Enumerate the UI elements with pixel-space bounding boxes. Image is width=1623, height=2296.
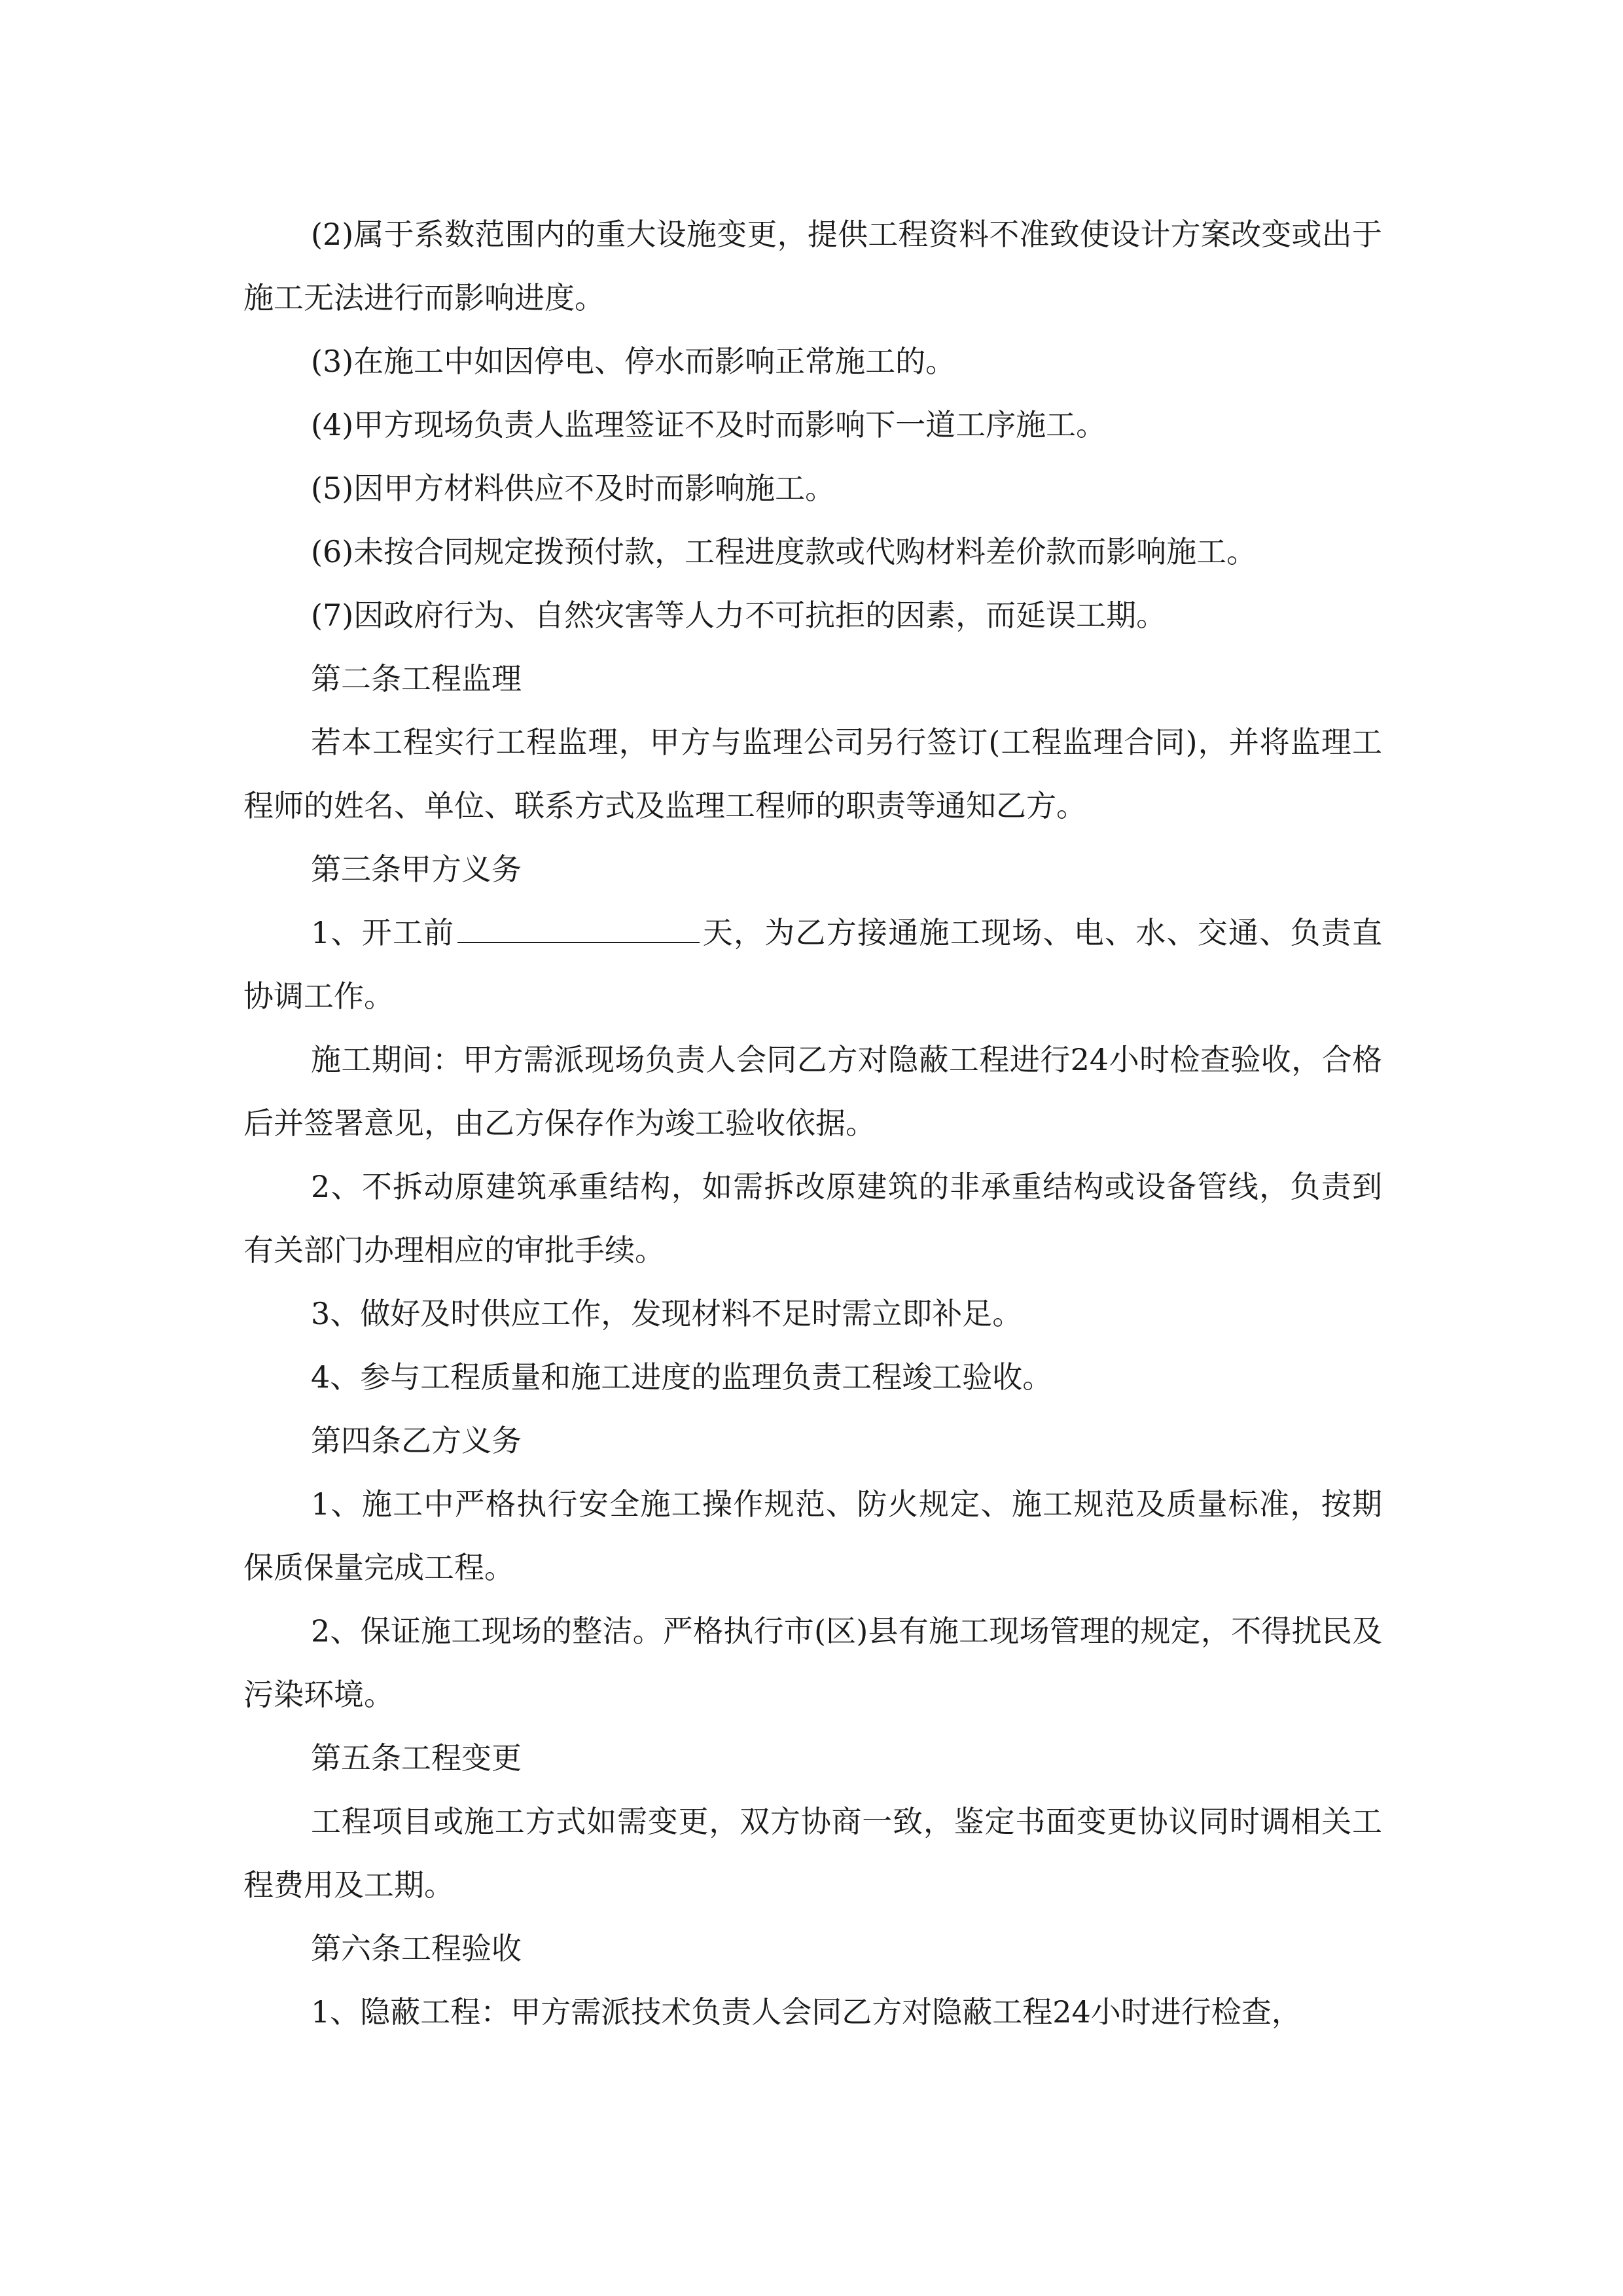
paragraph-clause-6: (6)未按合同规定拨预付款，工程进度款或代购材料差价款而影响施工。 <box>311 534 1257 569</box>
paragraph-clause-4: (4)甲方现场负责人监理签证不及时而影响下一道工序施工。 <box>311 407 1107 442</box>
fill-in-blank-line <box>457 913 700 943</box>
paragraph-clause-5: (5)因甲方材料供应不及时而影响施工。 <box>311 471 836 506</box>
paragraph-party-a-item-3: 3、做好及时供应工作，发现材料不足时需立即补足。 <box>311 1296 1023 1331</box>
item-1-suffix: 天，为乙方接通施工现场、电、水、交通、负责直协调工作。 <box>243 915 1382 1014</box>
paragraph-party-a-item-1 <box>243 901 1382 1028</box>
paragraph-party-b-item-1: 1、施工中严格执行安全施工操作规范、防火规定、施工规范及质量标准，按期保质保量完成工程。 <box>243 1486 1382 1585</box>
paragraph-party-a-item-2: 2、不拆动原建筑承重结构，如需拆改原建筑的非承重结构或设备管线，负责到有关部门办理相应的审批手续。 <box>243 1169 1382 1268</box>
paragraph-construction-period: 施工期间：甲方需派现场负责人会同乙方对隐蔽工程进行24小时检查验收，合格后并签署意见，由乙方保存作为竣工验收依据。 <box>243 1042 1382 1141</box>
paragraph-party-b-item-2: 2、保证施工现场的整洁。严格执行市(区)县有施工现场管理的规定，不得扰民及污染环境。 <box>243 1613 1382 1712</box>
item-1-prefix: 1、开工前 <box>311 915 455 950</box>
section-heading-supervision: 第二条工程监理 <box>311 661 522 696</box>
paragraph-acceptance-item-1: 1、隐蔽工程：甲方需派技术负责人会同乙方对隐蔽工程24小时进行检查， <box>311 1994 1302 2030</box>
paragraph-party-a-item-4: 4、参与工程质量和施工进度的监理负责工程竣工验收。 <box>311 1359 1053 1395</box>
section-heading-party-b-duties: 第四条乙方义务 <box>311 1423 522 1458</box>
paragraph-changes: 工程项目或施工方式如需变更，双方协商一致，鉴定书面变更协议同时调相关工程费用及工期。 <box>243 1804 1382 1903</box>
paragraph-clause-3: (3)在施工中如因停电、停水而影响正常施工的。 <box>311 344 956 379</box>
paragraph-clause-2: (2)属于系数范围内的重大设施变更，提供工程资料不准致使设计方案改变或出于施工无法进行而影响进度。 <box>243 217 1382 315</box>
document-body <box>243 203 1382 2044</box>
paragraph-clause-7: (7)因政府行为、自然灾害等人力不可抗拒的因素，而延误工期。 <box>311 598 1167 633</box>
section-heading-changes: 第五条工程变更 <box>311 1740 522 1776</box>
section-heading-acceptance: 第六条工程验收 <box>311 1931 522 1966</box>
section-heading-party-a-duties: 第三条甲方义务 <box>311 852 522 887</box>
paragraph-supervision: 若本工程实行工程监理，甲方与监理公司另行签订(工程监理合同)，并将监理工程师的姓名、单位、联系方式及监理工程师的职责等通知乙方。 <box>243 725 1382 823</box>
